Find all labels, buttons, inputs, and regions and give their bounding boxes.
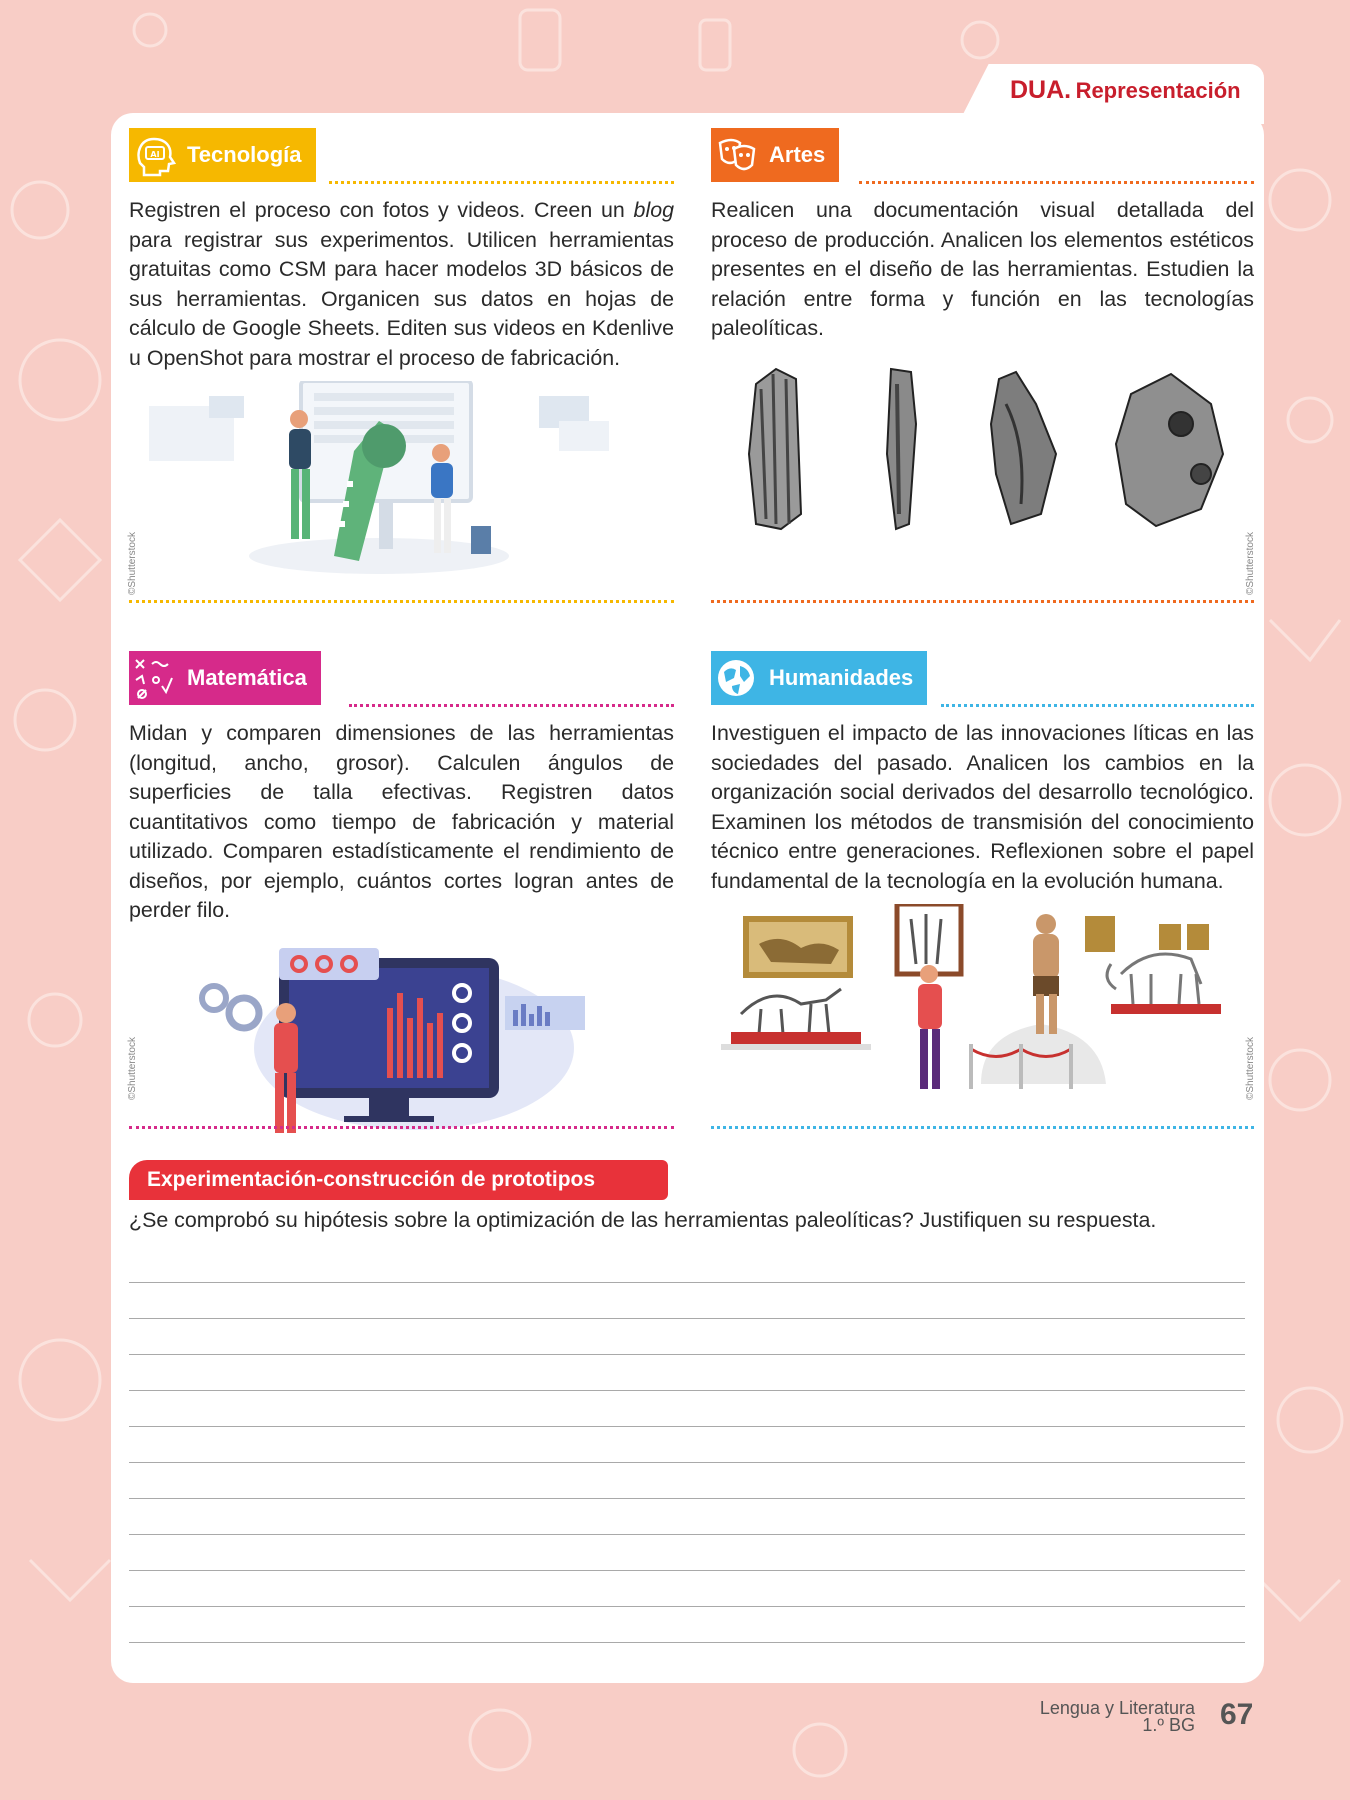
matematica-text: Midan y comparen dimensiones de las herramientas (longitud, ancho, grosor). Calculen ángulos de superficies de talla efectivas. Registren datos cuantitativos como tiempo de fabricación y material utilizado. Comparen estadísticamente el rendimiento de diseños, por ejemplo, cuántos cortes logran antes de perder filo.	[129, 721, 674, 922]
page-number: 67	[1220, 1698, 1254, 1731]
math-symbols-icon	[129, 651, 179, 705]
footer-subject-name: Lengua y Literatura	[1039, 1698, 1195, 1718]
museum-illustration	[711, 904, 1254, 1094]
answer-line[interactable]	[129, 1498, 1245, 1499]
answer-line[interactable]	[129, 1318, 1245, 1319]
theater-masks-icon	[711, 128, 761, 182]
humanidades-text: Investiguen el impacto de las innovaciones líticas en las sociedades del pasado. Analicen los cambios en la organización social derivados del desarrollo tecnológico. Examinen los métodos de transmisión del conocimiento técnico entre generaciones. Reflexionen sobre el papel fundamental de la tecnología en la evolución humana.	[711, 721, 1254, 893]
artes-credit: ©Shutterstock	[1245, 532, 1256, 595]
dua-label	[1010, 76, 1241, 105]
answer-line[interactable]	[129, 1534, 1245, 1535]
matematica-bottom-divider	[129, 1126, 674, 1129]
tecnologia-text	[129, 196, 674, 373]
artes-title: Artes	[769, 142, 826, 167]
data-dashboard-illustration	[129, 938, 674, 1138]
tecnologia-bottom-divider	[129, 600, 674, 603]
answer-line[interactable]	[129, 1390, 1245, 1391]
artes-badge	[711, 128, 839, 182]
matematica-divider	[349, 704, 674, 707]
artes-divider	[859, 181, 1254, 184]
answer-line[interactable]	[129, 1426, 1245, 1427]
humanidades-divider	[941, 704, 1254, 707]
humanidades-title: Humanidades	[769, 665, 914, 690]
dua-bold: DUA.	[1010, 76, 1072, 104]
answer-line[interactable]	[129, 1642, 1245, 1643]
experimentacion-badge: Experimentación-construcción de prototipos	[129, 1160, 668, 1200]
tecnologia-badge	[129, 128, 316, 182]
matematica-credit: ©Shutterstock	[127, 1037, 138, 1100]
matematica-badge	[129, 651, 321, 705]
section-artes	[711, 128, 1254, 538]
section-tecnologia	[129, 128, 674, 585]
answer-line[interactable]	[129, 1354, 1245, 1355]
footer-subject	[1040, 1700, 1195, 1734]
experimentacion-question: ¿Se comprobó su hipótesis sobre la optimización de las herramientas paleolíticas? Justifiquen su respuesta.	[129, 1208, 1157, 1232]
matematica-title: Matemática	[187, 665, 307, 690]
section-humanidades	[711, 651, 1254, 1098]
tecnologia-divider	[329, 181, 674, 184]
tecnologia-text-a: Registren el proceso con fotos y videos. Creen un	[129, 198, 634, 222]
footer-grade: 1.º BG	[1142, 1715, 1195, 1735]
dua-representacion: Representación	[1075, 78, 1241, 103]
answer-line[interactable]	[129, 1462, 1245, 1463]
artes-bottom-divider	[711, 600, 1254, 603]
globe-icon	[711, 651, 761, 705]
tecnologia-credit: ©Shutterstock	[127, 532, 138, 595]
tecnologia-text-b: para registrar sus experimentos. Utilicen herramientas gratuitas como CSM para hacer modelos 3D básicos de sus herramientas. Organicen sus datos en hojas de cálculo de Google Sheets. Editen sus videos en Kdenlive u OpenShot para mostrar el proceso de fabricación.	[129, 227, 674, 370]
answer-line[interactable]	[129, 1606, 1245, 1607]
humanidades-badge	[711, 651, 927, 705]
tecnologia-text-blog: blog	[633, 198, 674, 222]
stone-tools-illustration	[711, 364, 1254, 534]
answer-line[interactable]	[129, 1570, 1245, 1571]
ai-head-icon	[129, 128, 179, 182]
answer-line[interactable]	[129, 1282, 1245, 1283]
humanidades-credit: ©Shutterstock	[1245, 1037, 1256, 1100]
humanidades-bottom-divider	[711, 1126, 1254, 1129]
tecnologia-title: Tecnología	[187, 142, 302, 167]
section-matematica	[129, 651, 674, 1142]
artes-text: Realicen una documentación visual detallada del proceso de producción. Analicen los elementos estéticos presentes en el diseño de las herramientas. Estudien la relación entre forma y función en las tecnologías paleolíticas.	[711, 198, 1254, 340]
svg-text:AI: AI	[150, 150, 160, 159]
video-editing-illustration	[129, 381, 674, 581]
